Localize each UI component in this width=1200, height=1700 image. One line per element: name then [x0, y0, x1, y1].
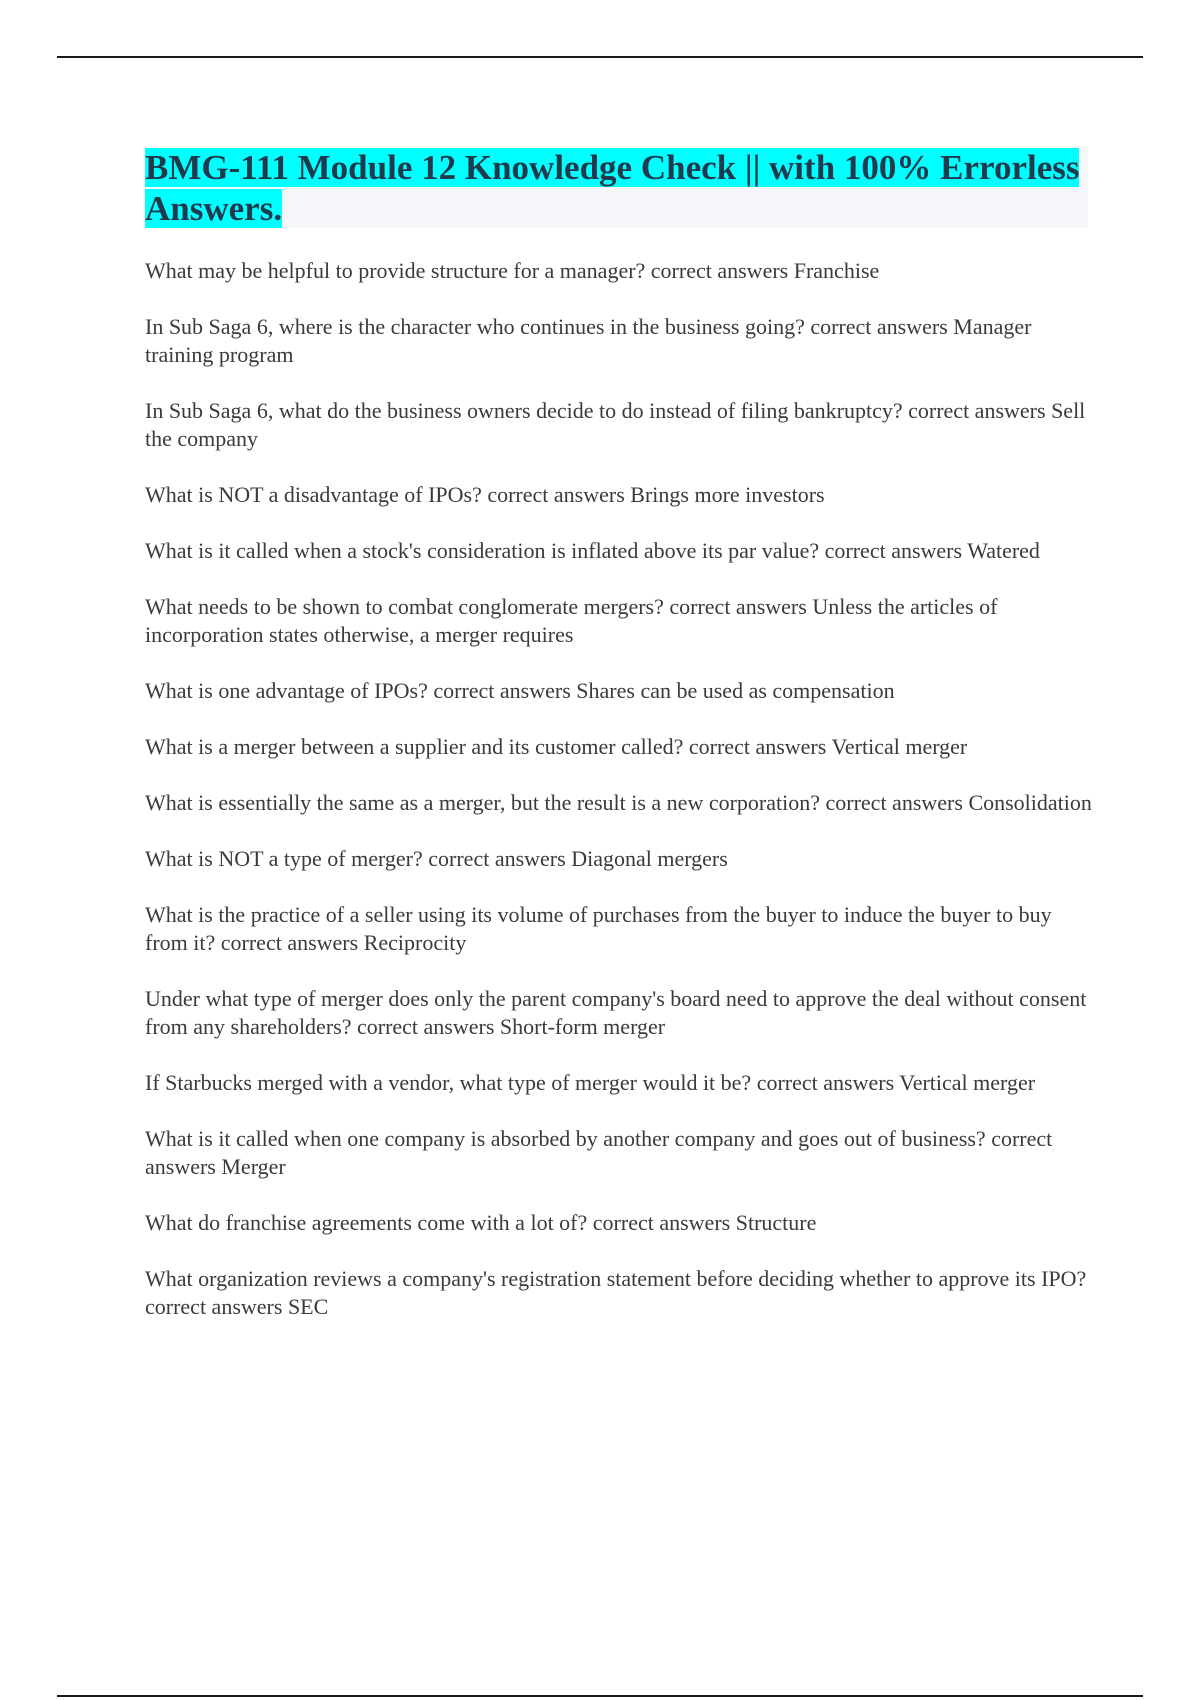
qa-item [145, 789, 1095, 817]
qa-item [145, 593, 1095, 649]
qa-item [145, 537, 1095, 565]
qa-item [145, 733, 1095, 761]
qa-answer: SEC [287, 1294, 329, 1319]
qa-answer-label: correct answers [688, 734, 827, 759]
qa-question: If Starbucks merged with a vendor, what type of merger would it be? [145, 1070, 752, 1095]
header-rule [57, 56, 1143, 58]
qa-answer: Sell the company [145, 398, 1086, 451]
qa-question: What is one advantage of IPOs? [145, 678, 428, 703]
qa-answer: Structure [735, 1210, 817, 1235]
qa-answer-label: correct answers [908, 398, 1046, 423]
qa-answer: Vertical merger [831, 734, 968, 759]
qa-answer: Watered [967, 538, 1040, 563]
qa-item [145, 677, 1095, 705]
qa-item [145, 397, 1095, 453]
qa-answer: Vertical merger [899, 1070, 1036, 1095]
title-block [145, 146, 1088, 228]
qa-answer-label: correct answers [220, 930, 359, 955]
qa-answer-label: correct answers [433, 678, 571, 703]
qa-answer-label: correct answers [756, 1070, 895, 1095]
qa-answer-label: correct answers [592, 1210, 731, 1235]
qa-item [145, 1265, 1095, 1321]
qa-item [145, 901, 1095, 957]
qa-answer: Consolidation [968, 790, 1092, 815]
qa-answer: Franchise [793, 258, 880, 283]
qa-answer: Manager training program [145, 314, 1032, 367]
qa-answer-label: correct answers [428, 846, 566, 871]
qa-answer-label: correct answers [487, 482, 625, 507]
qa-question: What is it called when a stock's consideration is inflated above its par value? [145, 538, 820, 563]
qa-question: What is the practice of a seller using its volume of purchases from the buyer to induce the buyer to buy from it? [145, 902, 1052, 955]
qa-question: What is it called when one company is absorbed by another company and goes out of business? [145, 1126, 986, 1151]
qa-question: What is NOT a type of merger? [145, 846, 423, 871]
qa-question: What needs to be shown to combat conglomerate mergers? [145, 594, 664, 619]
qa-question: What is essentially the same as a merger, but the result is a new corporation? [145, 790, 820, 815]
qa-answer: Reciprocity [363, 930, 467, 955]
qa-answer: Brings more investors [630, 482, 825, 507]
qa-question: What is NOT a disadvantage of IPOs? [145, 482, 482, 507]
qa-item [145, 257, 1095, 285]
qa-question: What organization reviews a company's registration statement before deciding whether to approve its IPO? [145, 1266, 1087, 1291]
qa-answer-label: correct answers [650, 258, 789, 283]
qa-item [145, 481, 1095, 509]
qa-question: What may be helpful to provide structure for a manager? [145, 258, 646, 283]
qa-answer: Unless the articles of incorporation states otherwise, a merger requires [145, 594, 998, 647]
qa-answer-label: correct answers [145, 1294, 283, 1319]
qa-answer-label: correct answers [824, 538, 963, 563]
qa-question: In Sub Saga 6, what do the business owners decide to do instead of filing bankruptcy? [145, 398, 903, 423]
title-highlight: BMG-111 Module 12 Knowledge Check || with 100% Errorless Answers. [145, 148, 1080, 228]
qa-item [145, 1069, 1095, 1097]
qa-question: What do franchise agreements come with a lot of? [145, 1210, 588, 1235]
qa-question: In Sub Saga 6, where is the character who continues in the business going? [145, 314, 805, 339]
qa-question: What is a merger between a supplier and its customer called? [145, 734, 684, 759]
document-title [145, 146, 1088, 229]
qa-item [145, 985, 1095, 1041]
qa-question: Under what type of merger does only the parent company's board need to approve the deal without consent from any shareholders? [145, 986, 1087, 1039]
qa-item [145, 845, 1095, 873]
qa-answer-label: correct answers [825, 790, 963, 815]
footer-rule [57, 1695, 1143, 1697]
qa-item [145, 1209, 1095, 1237]
qa-answer: Short-form merger [499, 1014, 666, 1039]
qa-answer-label: correct answers [669, 594, 807, 619]
qa-answer-label: correct answers [145, 1126, 1053, 1179]
qa-item [145, 313, 1095, 369]
qa-answer-label: correct answers [810, 314, 948, 339]
qa-answer: Merger [221, 1154, 286, 1179]
qa-answer: Diagonal mergers [571, 846, 728, 871]
qa-answer-label: correct answers [356, 1014, 495, 1039]
qa-list [145, 257, 1095, 1349]
qa-answer: Shares can be used as compensation [576, 678, 895, 703]
qa-item [145, 1125, 1095, 1181]
